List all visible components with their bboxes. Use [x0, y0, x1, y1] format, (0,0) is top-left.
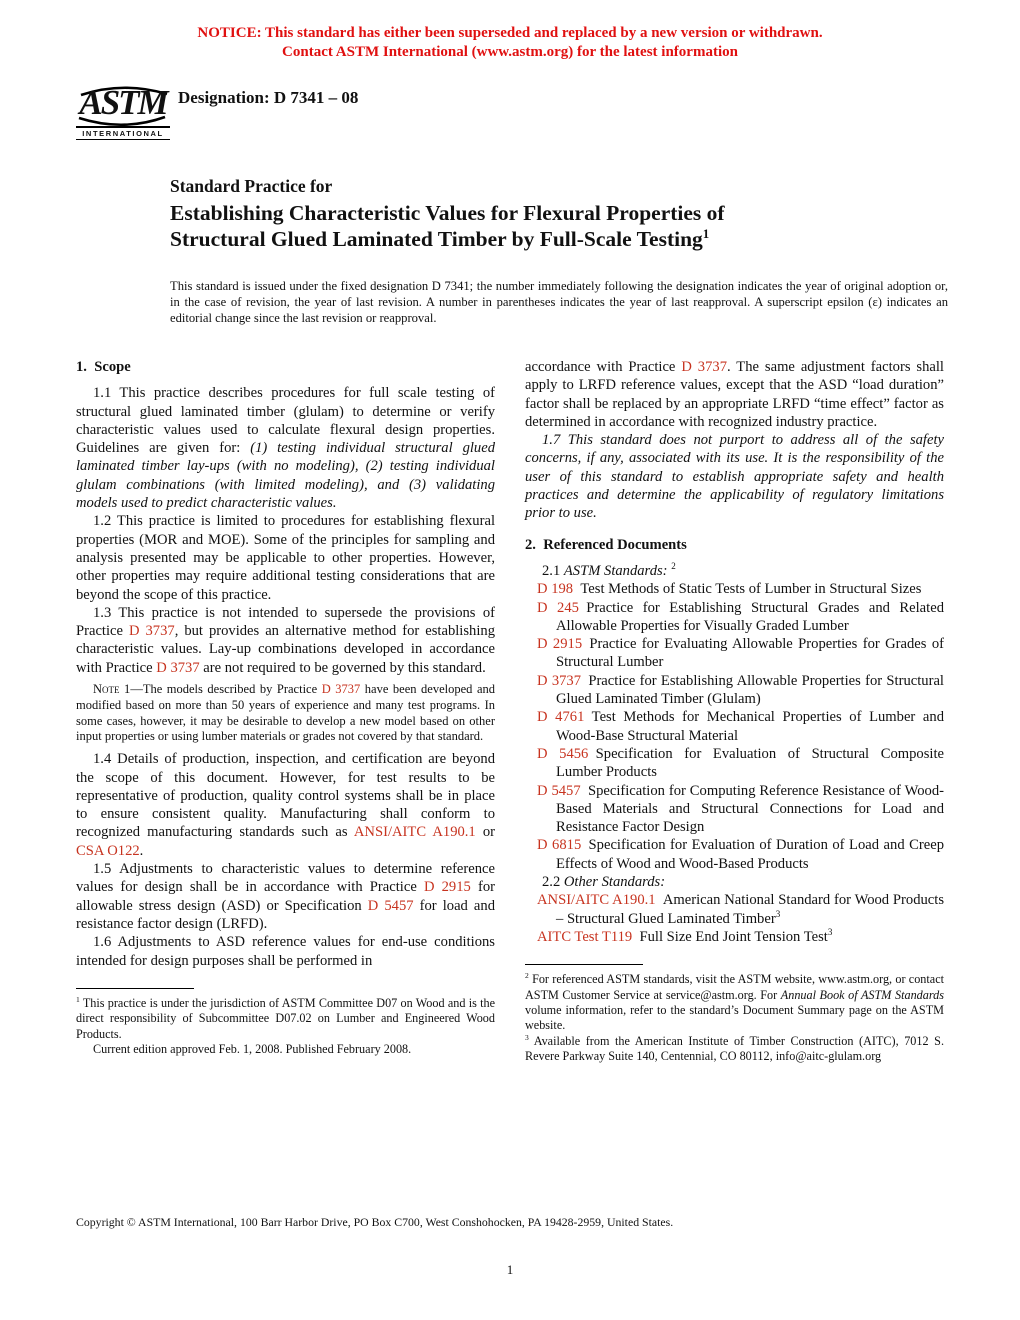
text-segment: have been developed and modified based on more than 50 years of experience and many test programs. In some cases, however, it may be desirable to develop a new model based on other input properties or using lumber materials or grades not covered by that standard. — [76, 682, 495, 744]
standard-reference-link[interactable]: ANSI/AITC A190.1 — [537, 892, 656, 909]
para-2-2 — [525, 873, 944, 891]
body-columns — [76, 358, 944, 1065]
standard-reference-link[interactable]: D 5456 — [537, 745, 589, 762]
text-segment: Annual Book of ASTM Standards — [780, 987, 944, 1002]
right-column — [525, 358, 944, 1065]
text-segment: Other Standards: — [563, 874, 666, 891]
ref-d245 — [537, 599, 944, 636]
supersession-notice — [0, 0, 1020, 62]
text-segment: 1 — [76, 994, 80, 1004]
ref-d3737 — [537, 672, 944, 709]
text-segment: 2.1 — [542, 562, 564, 579]
section-2-heading — [525, 536, 944, 554]
footnote-edition — [76, 1042, 495, 1057]
footnote-1 — [76, 996, 495, 1042]
text-segment: Test Methods for Mechanical Properties of Lumber and Wood-Base Structural Material — [556, 709, 944, 744]
text-segment: —The models described by Practice — [130, 682, 322, 697]
text-segment: This practice is under the jurisdiction of ASTM Committee D07 on Wood and is the direct responsibility of Subcommittee D07.02 on Lumber and Engineered Wood Products. — [76, 995, 495, 1041]
text-segment: . — [139, 842, 144, 859]
text-segment: are not required to be governed by this standard. — [199, 659, 486, 676]
text-segment: Specification for Computing Reference Resistance of Wood-Based Materials and Structural Connections for Load and Resistance Factor Design — [556, 782, 944, 836]
astm-logo-international: INTERNATIONAL — [76, 126, 170, 140]
text-segment: accordance with Practice — [525, 359, 682, 375]
text-segment: Test Methods of Static Tests of Lumber in Structural Sizes — [573, 581, 922, 598]
issue-note: This standard is issued under the fixed designation D 7341; the number immediately following the designation indicates the year of original adoption or, in the case of revision, the year of last revision. A number in parentheses indicates the year of last reapproval. A superscript epsilon (ε) indicates an editorial change since the last revision or reapproval. — [170, 279, 948, 325]
standard-reference-link[interactable]: D 2915 — [423, 879, 471, 896]
copyright-line: Copyright © ASTM International, 100 Barr Harbor Drive, PO Box C700, West Conshohocken, PA 19428-2959, United States. — [76, 1215, 674, 1229]
text-segment: 1. Scope — [76, 359, 131, 375]
notice-line-2: Contact ASTM International (www.astm.org) for the latest information — [282, 44, 738, 60]
standard-reference-link[interactable]: D 198 — [537, 581, 574, 598]
left-column — [76, 358, 495, 1065]
text-segment: Full Size End Joint Tension Test — [632, 928, 828, 945]
para-1-4 — [76, 750, 495, 860]
standard-reference-link[interactable]: D 245 — [537, 599, 579, 616]
title-line-2: Structural Glued Laminated Timber by Full-Scale Testing — [170, 227, 703, 251]
para-1-5 — [76, 860, 495, 933]
notice-line-1: NOTICE: This standard has either been superseded and replaced by a new version or withdrawn. — [197, 25, 823, 41]
text-segment: volume information, refer to the standard’s Document Summary page on the ASTM website. — [525, 1003, 944, 1033]
text-segment: or — [475, 824, 496, 841]
standard-reference-link[interactable]: D 2915 — [537, 636, 583, 653]
para-1-2 — [76, 512, 495, 603]
ref-d4761 — [537, 708, 944, 745]
standard-reference-link[interactable]: D 3737 — [321, 682, 361, 697]
text-segment: Specification for Evaluation of Duration of Load and Creep Effects of Wood and Wood-Based Products — [556, 837, 944, 872]
footnote-2 — [525, 972, 944, 1034]
text-segment: 3 — [525, 1032, 529, 1042]
footnote-3 — [525, 1034, 944, 1065]
title-block — [170, 176, 890, 252]
page-number: 1 — [506, 1262, 514, 1277]
page-title — [170, 200, 890, 252]
text-segment: 1.1 This practice describes procedures for full scale testing of structural glued laminated timber (glulam) to determine or verify characteristic values used to calculate flexural design properties. Guidelines are given for: — [76, 385, 495, 457]
text-segment: 1.5 Adjustments to characteristic values to determine reference values for design shall be in accordance with Practice — [76, 861, 495, 896]
ref-d5457 — [537, 782, 944, 837]
standard-reference-link[interactable]: D 3737 — [156, 659, 200, 676]
title-line-1: Establishing Characteristic Values for Flexural Properties of — [170, 201, 725, 225]
title-kicker: Standard Practice for — [170, 176, 333, 196]
text-segment: 2.2 — [542, 874, 564, 891]
para-1-7 — [525, 431, 944, 522]
text-segment: Current edition approved Feb. 1, 2008. Published February 2008. — [93, 1042, 412, 1057]
text-segment: Note 1 — [93, 682, 131, 697]
text-segment: American National Standard for Wood Products – Structural Glued Laminated Timber — [556, 892, 945, 927]
text-segment: 2. Referenced Documents — [525, 536, 687, 553]
text-segment: Specification for Evaluation of Structural Composite Lumber Products — [556, 745, 944, 781]
text-segment: 3 — [827, 927, 833, 938]
document-header — [76, 80, 1020, 166]
footnote-separator — [76, 988, 194, 989]
title-footnote-marker: 1 — [702, 226, 710, 241]
text-segment: 2 — [525, 971, 529, 981]
para-1-3 — [76, 604, 495, 677]
text-segment: ASTM Standards: — [563, 562, 668, 579]
text-segment: Practice for Establishing Allowable Properties for Structural Glued Laminated Timber (Glulam) — [556, 672, 944, 708]
section-1-heading — [76, 358, 495, 376]
text-segment: 2 — [671, 561, 676, 572]
para-1-1 — [76, 384, 495, 512]
ref-d2915 — [537, 635, 944, 672]
astm-logo — [76, 78, 170, 140]
text-segment: 1.7 This standard does not purport to address all of the safety concerns, if any, associated with its use. It is the responsibility of the user of this standard to establish appropriate safety and health practices and determine the applicability of regulatory limitations prior to use. — [525, 432, 944, 522]
standard-reference-link[interactable]: D 5457 — [537, 782, 581, 799]
astm-logo-text: ASTM — [79, 83, 167, 122]
standard-reference-link[interactable]: D 3737 — [537, 672, 582, 689]
para-1-6-continued — [525, 358, 944, 431]
para-2-1 — [525, 562, 944, 580]
standard-reference-link[interactable]: AITC Test T119 — [537, 928, 633, 945]
text-segment: For referenced ASTM standards, visit the ASTM website, www.astm.org, or contact ASTM Customer Service at service@astm.org. For — [525, 972, 944, 1002]
standard-reference-link[interactable]: D 5457 — [367, 897, 414, 914]
ref-d5456 — [537, 745, 944, 782]
footnote-separator — [525, 964, 643, 965]
ref-aitc-test-t119 — [537, 928, 944, 946]
text-segment: for load and resistance factor design (LRFD). — [76, 897, 495, 932]
standard-reference-link[interactable]: CSA O122 — [76, 842, 140, 859]
standard-reference-link[interactable]: D 4761 — [537, 709, 585, 726]
text-segment: (1) testing individual structural glued laminated timber lay-ups (with no modeling), (2) testing individual glulam combinations (with limited modeling), and (3) validating models used to predict characteristic values. — [76, 440, 495, 512]
text-segment: Practice for Evaluating Allowable Properties for Grades of Structural Lumber — [556, 636, 944, 671]
text-segment: 1.6 Adjustments to ASD reference values for end-use conditions intended for design purposes shall be performed in — [76, 934, 495, 969]
text-segment: Practice for Establishing Structural Grades and Related Allowable Properties for Visually Graded Lumber — [556, 599, 944, 634]
ref-ansi-aitc-a190-1 — [537, 891, 944, 928]
text-segment: , but provides an alternative method for establishing characteristic values. Lay-up combinations developed in accordance with Practice — [76, 623, 495, 676]
standard-reference-link[interactable]: D 3737 — [681, 359, 727, 375]
para-1-6 — [76, 933, 495, 970]
designation: Designation: D 7341 – 08 — [178, 88, 359, 107]
ref-d6815 — [537, 836, 944, 873]
text-segment: 1.2 This practice is limited to procedures for establishing flexural properties (MOR and MOE). Some of the principles for sampling and analysis presented may be applicable to other properties. However, other properties may require additional testing considerations that are beyond the scope of this practice. — [76, 513, 495, 603]
ref-d198 — [537, 580, 944, 598]
text-segment: 1.4 Details of production, inspection, and certification are beyond the scope of this document. However, for test results to be representative of production, quality control systems shall be in place to ensure consistent quality. Manufacturing shall conform to recognized manufacturing standards such as — [76, 751, 495, 841]
text-segment: 1.3 This practice is not intended to supersede the provisions of Practice — [76, 604, 495, 640]
standard-reference-link[interactable]: D 6815 — [537, 837, 582, 854]
text-segment: 3 — [775, 908, 781, 919]
standard-reference-link[interactable]: ANSI/AITC A190.1 — [353, 824, 476, 841]
note-1 — [76, 682, 495, 745]
text-segment: . The same adjustment factors shall apply to LRFD reference values, except that the ASD “load duration” factor shall be replaced by an appropriate LRFD “time effect” factor as determined in accordance with recognized industry practice. — [525, 359, 944, 430]
standard-reference-link[interactable]: D 3737 — [128, 623, 175, 640]
text-segment: for allowable stress design (ASD) or Specification — [76, 879, 495, 914]
text-segment: Available from the American Institute of Timber Construction (AITC), 7012 S. Revere Parkway Suite 140, Centennial, CO 80112, info@aitc-glulam.org — [525, 1033, 944, 1064]
